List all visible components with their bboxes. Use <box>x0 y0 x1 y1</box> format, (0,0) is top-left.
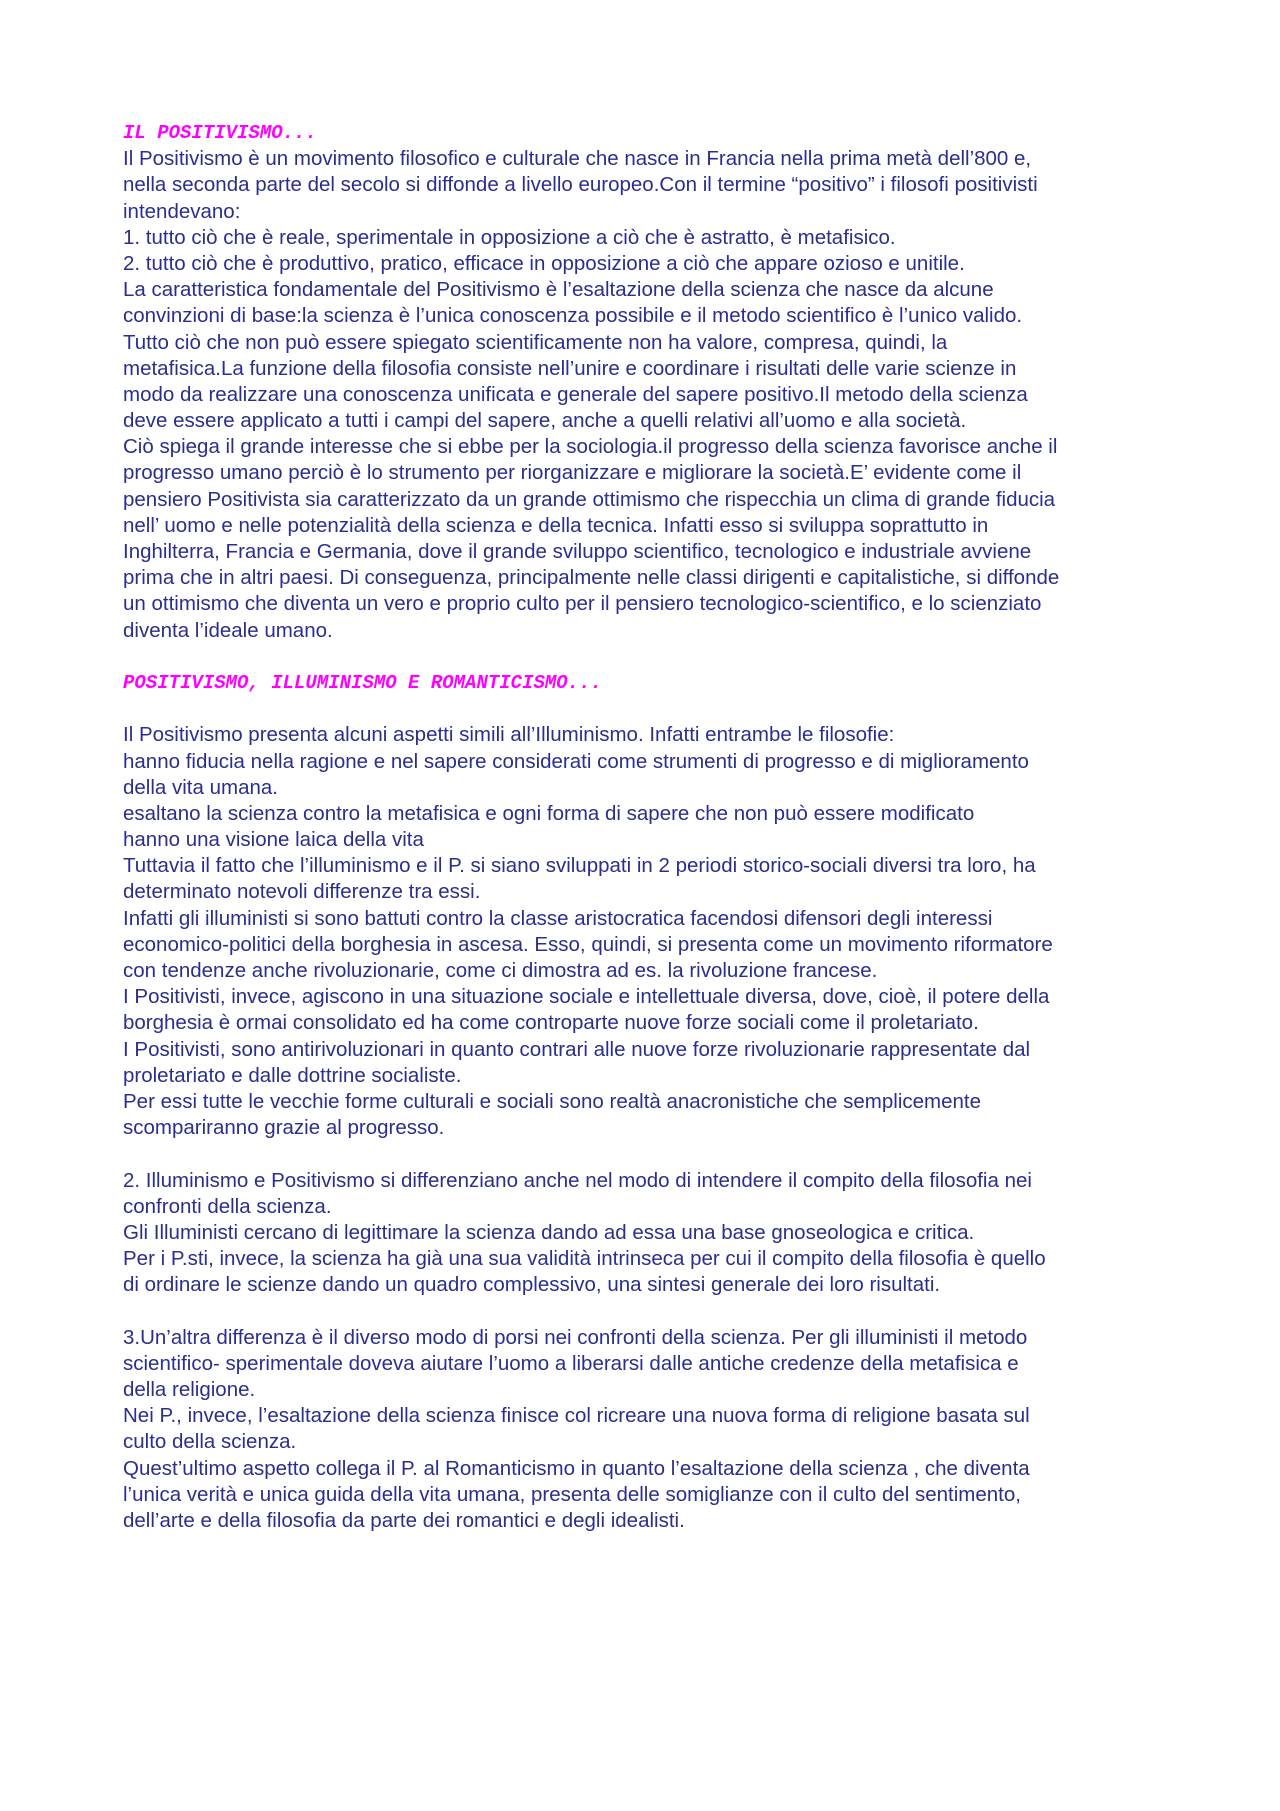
text-line: progresso umano perciò è lo strumento per riorganizzare e migliorare la società.E’ evidente come il <box>123 461 1022 485</box>
text-line: Il Positivismo è un movimento filosofico e culturale che nasce in Francia nella prima metà dell’800 e, <box>123 147 1032 171</box>
text-line: l’unica verità e unica guida della vita umana, presenta delle somiglianze con il culto del sentimento, <box>123 1482 1021 1506</box>
text-line: Tutto ciò che non può essere spiegato scientificamente non ha valore, compresa, quindi, la <box>123 330 948 354</box>
text-line: culto della scienza. <box>123 1430 297 1454</box>
text-line: modo da realizzare una conoscenza unificata e generale del sapere positivo.Il metodo della scienza <box>123 382 1028 406</box>
text-line: Gli Illuministi cercano di legittimare la scienza dando ad essa una base gnoseologica e critica. <box>123 1220 975 1244</box>
paragraph-gap <box>123 696 1183 722</box>
text-line: Quest’ultimo aspetto collega il P. al Romanticismo in quanto l’esaltazione della scienza , che diventa <box>123 1456 1030 1480</box>
text-line: Nei P., invece, l’esaltazione della scienza finisce col ricreare una nuova forma di religione basata sul <box>123 1404 1030 1428</box>
text-line: determinato notevoli differenze tra essi. <box>123 880 481 904</box>
text-line: hanno fiducia nella ragione e nel sapere considerati come strumenti di progresso e di miglioramento <box>123 749 1029 773</box>
text-line: esaltano la scienza contro la metafisica e ogni forma di sapere che non può essere modificato <box>123 801 975 825</box>
text-line: intendevano: <box>123 199 241 223</box>
text-line: I Positivisti, sono antirivoluzionari in quanto contrari alle nuove forze rivoluzionarie rappresentate dal <box>123 1037 1031 1061</box>
text-line: dell’arte e della filosofia da parte dei romantici e degli idealisti. <box>123 1508 685 1532</box>
text-line: borghesia è ormai consolidato ed ha come controparte nuove forze sociali come il proletariato. <box>123 1011 979 1035</box>
paragraph-gap <box>123 644 1183 670</box>
text-line: metafisica.La funzione della filosofia consiste nell’unire e coordinare i risultati delle varie scienze in <box>123 356 1017 380</box>
text-line: della religione. <box>123 1378 256 1401</box>
text-line: deve essere applicato a tutti i campi del sapere, anche a quelli relativi all’uomo e alla società. <box>123 409 967 433</box>
text-line: Il Positivismo presenta alcuni aspetti simili all’Illuminismo. Infatti entrambe le filosofie: <box>123 723 895 747</box>
section-heading-positivismo-illuminismo-romanticismo: POSITIVISMO, ILLUMINISMO E ROMANTICISMO... <box>123 671 602 694</box>
text-line: prima che in altri paesi. Di conseguenza, principalmente nelle classi dirigenti e capitalistiche, si diffonde <box>123 566 1060 590</box>
paragraph-gap <box>123 1298 1183 1324</box>
text-line: nella seconda parte del secolo si diffonde a livello europeo.Con il termine “positivo” i filosofi positivisti <box>123 173 1038 197</box>
text-line: Infatti gli illuministi si sono battuti contro la classe aristocratica facendosi difensori degli interessi <box>123 906 993 930</box>
text-line: pensiero Positivista sia caratterizzato da un grande ottimismo che rispecchia un clima di grande fiducia <box>123 487 1056 511</box>
text-line: convinzioni di base:la scienza è l’unica conoscenza possibile e il metodo scientifico è l’unico valido. <box>123 304 1023 328</box>
text-line: economico-politici della borghesia in ascesa. Esso, quindi, si presenta come un movimento riformatore <box>123 932 1053 956</box>
text-line: 2. Illuminismo e Positivismo si differenziano anche nel modo di intendere il compito della filosofia nei <box>123 1168 1032 1192</box>
text-line: Per essi tutte le vecchie forme culturali e sociali sono realtà anacronistiche che semplicemente <box>123 1089 981 1113</box>
text-line: confronti della scienza. <box>123 1194 332 1218</box>
paragraph-confronto-illuminismo <box>123 722 1183 1141</box>
text-line: proletariato e dalle dottrine socialiste. <box>123 1063 462 1087</box>
paragraph-punto-2 <box>123 1168 1183 1299</box>
text-line: un ottimismo che diventa un vero e proprio culto per il pensiero tecnologico-scientifico, e lo scienziato <box>123 592 1042 616</box>
text-line: nell’ uomo e nelle potenzialità della scienza e della tecnica. Infatti esso si sviluppa soprattutto in <box>123 513 989 537</box>
text-line: scientifico- sperimentale doveva aiutare l’uomo a liberarsi dalle antiche credenze della metafisica e <box>123 1351 1019 1375</box>
text-line: di ordinare le scienze dando un quadro complessivo, una sintesi generale dei loro risultati. <box>123 1273 941 1297</box>
text-line: Tuttavia il fatto che l’illuminismo e il P. si siano sviluppati in 2 periodi storico-sociali diversi tra loro, ha <box>123 854 1036 878</box>
text-line: I Positivisti, invece, agiscono in una situazione sociale e intellettuale diversa, dove, cioè, il potere della <box>123 985 1050 1009</box>
text-line: con tendenze anche rivoluzionarie, come ci dimostra ad es. la rivoluzione francese. <box>123 959 878 982</box>
list-item-1: 1. tutto ciò che è reale, sperimentale in opposizione a ciò che è astratto, è metafisico. <box>123 225 896 249</box>
text-line: Inghilterra, Francia e Germania, dove il grande sviluppo scientifico, tecnologico e industriale avviene <box>123 540 1032 563</box>
text-line: della vita umana. <box>123 775 278 799</box>
paragraph-punto-3 <box>123 1325 1183 1535</box>
text-line: Ciò spiega il grande interesse che si ebbe per la sociologia.il progresso della scienza favorisce anche il <box>123 435 1058 459</box>
text-line: Per i P.sti, invece, la scienza ha già una sua validità intrinseca per cui il compito della filosofia è quello <box>123 1247 1046 1271</box>
text-line: 3.Un’altra differenza è il diverso modo di porsi nei confronti della scienza. Per gli illuministi il metodo <box>123 1325 1028 1349</box>
text-line: diventa l’ideale umano. <box>123 618 333 642</box>
text-line: scompariranno grazie al progresso. <box>123 1116 445 1140</box>
text-line: La caratteristica fondamentale del Positivismo è l’esaltazione della scienza che nasce da alcune <box>123 278 994 302</box>
text-line: hanno una visione laica della vita <box>123 828 424 852</box>
section-heading-positivismo: IL POSITIVISMO... <box>123 122 317 144</box>
paragraph-gap <box>123 1141 1183 1167</box>
section-body-positivismo <box>123 146 1183 644</box>
document-page <box>123 120 1183 1534</box>
list-item-2: 2. tutto ciò che è produttivo, pratico, efficace in opposizione a ciò che appare ozioso e unitile. <box>123 251 965 275</box>
